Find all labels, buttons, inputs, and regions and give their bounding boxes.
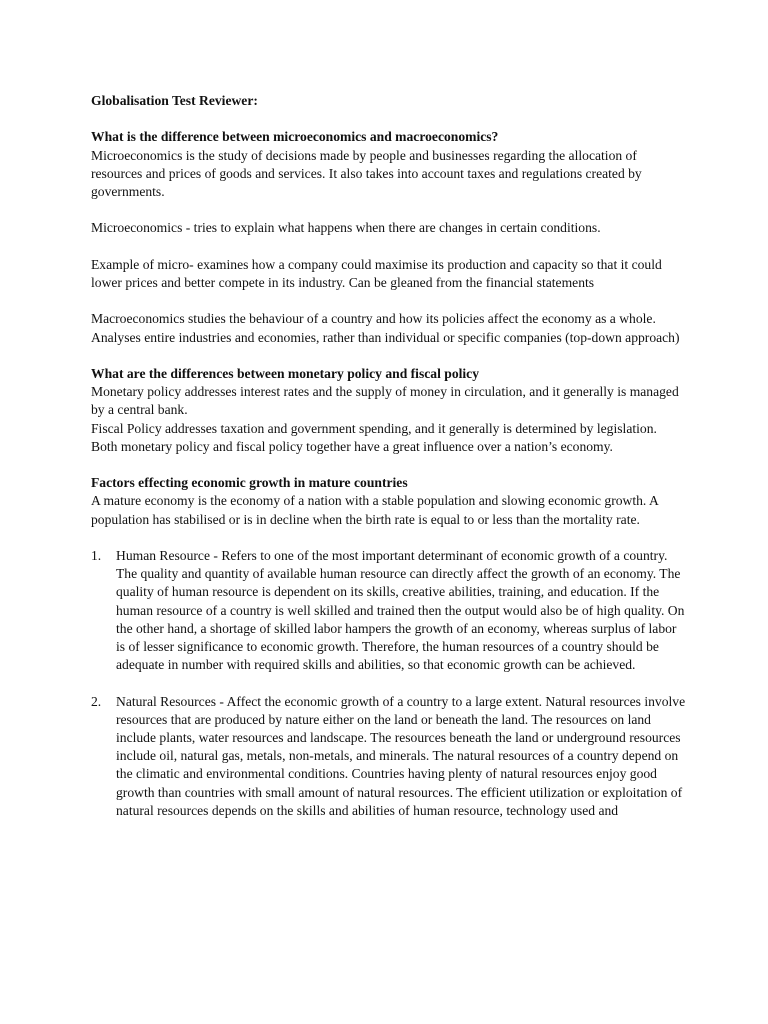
paragraph-microeconomics-definition: Microeconomics is the study of decisions made by people and businesses regarding the allocation of resources and prices of goods and services. It also takes into account taxes and regulations created by governments. bbox=[91, 147, 642, 199]
section-heading-growth-factors: Factors effecting economic growth in mature countries bbox=[91, 475, 408, 491]
paragraph-both-policies: Both monetary policy and fiscal policy together have a great influence over a nation’s economy. bbox=[91, 438, 613, 454]
paragraph-mature-economy: A mature economy is the economy of a nation with a stable population and slowing economic growth. A population has stabilised or is in decline when the birth rate is equal to or less than the mortality rate. bbox=[91, 493, 659, 527]
list-item-human-resource bbox=[91, 547, 688, 674]
list-item-text: Human Resource - Refers to one of the most important determinant of economic growth of a country. The quality and quantity of available human resource can directly affect the growth of an economy. The quality of human resource is dependent on its skills, creative abilities, training, and education. If the human resource of a country is well skilled and trained then the output would also be of high quality. On the other hand, a shortage of skilled labor hampers the growth of an economy, whereas surplus of labor is of lesser significance to economic growth. Therefore, the human resources of a country should be adequate in number with required skills and abilities, so that economic growth can be achieved. bbox=[116, 547, 685, 673]
paragraph-macroeconomics: Macroeconomics studies the behaviour of a country and how its policies affect the economy as a whole. Analyses entire industries and economies, rather than individual or specific companies (top-down approach) bbox=[91, 311, 680, 345]
paragraph-microeconomics-explains: Microeconomics - tries to explain what happens when there are changes in certain conditions. bbox=[91, 220, 601, 236]
list-item-natural-resources bbox=[91, 693, 688, 820]
paragraph-fiscal-policy: Fiscal Policy addresses taxation and government spending, and it generally is determined by legislation. bbox=[91, 420, 657, 436]
list-number: 2. bbox=[91, 693, 102, 709]
section-heading-monetary-fiscal: What are the differences between monetary policy and fiscal policy bbox=[91, 365, 479, 381]
list-number: 1. bbox=[91, 547, 102, 563]
paragraph-monetary-policy: Monetary policy addresses interest rates and the supply of money in circulation, and it generally is managed by a central bank. bbox=[91, 384, 679, 418]
paragraph-micro-example: Example of micro- examines how a company could maximise its production and capacity so that it could lower prices and better compete in its industry. Can be gleaned from the financial statements bbox=[91, 256, 662, 290]
document-title: Globalisation Test Reviewer: bbox=[91, 93, 258, 108]
section-heading-micro-macro: What is the difference between microeconomics and macroeconomics? bbox=[91, 129, 499, 145]
list-item-text: Natural Resources - Affect the economic growth of a country to a large extent. Natural resources involve resources that are produced by nature either on the land or beneath the land. The resources on land include plants, water resources and landscape. The resources beneath the land or underground resources include oil, natural gas, metals, non-metals, and minerals. The natural resources of a country depend on the climatic and environmental conditions. Countries having plenty of natural resources enjoy good growth than countries with small amount of natural resources. The efficient utilization or exploitation of natural resources depends on the skills and abilities of human resource, technology used and bbox=[116, 693, 686, 818]
